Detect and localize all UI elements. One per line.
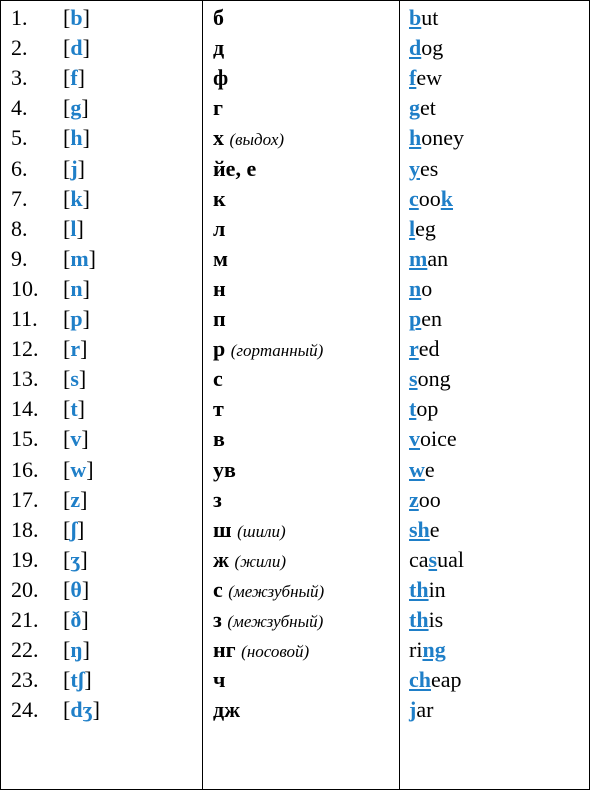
highlighted-letters: l: [409, 215, 416, 241]
ipa-row: [1, 304, 202, 334]
highlighted-letters: v: [409, 426, 420, 452]
ipa-glyph: v: [70, 426, 82, 452]
english-example: [409, 695, 433, 725]
highlighted-letters: d: [409, 35, 422, 61]
ipa-glyph: f: [70, 65, 78, 91]
russian-sound: [213, 63, 228, 93]
russian-sound: [213, 485, 222, 515]
ipa-glyph: z: [70, 486, 81, 512]
ipa-symbol: [ʃ]: [63, 516, 85, 542]
ipa-symbol: [n]: [63, 275, 90, 301]
russian-letters: ж: [213, 546, 229, 572]
ipa-symbol: [z]: [63, 486, 88, 512]
row-number: 11.: [11, 306, 38, 331]
russian-letters: к: [213, 185, 226, 211]
highlighted-letters: m: [409, 245, 428, 271]
row-number: 21.: [11, 607, 39, 632]
ipa-row: [1, 93, 202, 123]
ipa-glyph: h: [70, 125, 83, 151]
russian-sound: [213, 244, 228, 274]
highlighted-letters: j: [409, 697, 417, 723]
russian-letters: в: [213, 426, 225, 452]
ipa-row: [1, 575, 202, 605]
row-number: 23.: [11, 667, 39, 693]
english-example: [409, 605, 443, 635]
english-example: [409, 274, 432, 304]
english-example: [409, 184, 453, 214]
english-example: [409, 154, 438, 184]
ipa-symbol: [s]: [63, 366, 87, 392]
ipa-glyph: ʒ: [70, 546, 81, 572]
ipa-glyph: g: [70, 95, 82, 121]
highlighted-letters: b: [409, 5, 422, 30]
row-number: 24.: [11, 697, 39, 723]
word-part: ca: [409, 546, 429, 572]
ipa-glyph: j: [70, 155, 78, 181]
word-part: et: [420, 95, 436, 121]
russian-letters: ш: [213, 516, 232, 542]
russian-sound: [213, 184, 226, 214]
english-example: [409, 485, 441, 515]
russian-sound: [213, 424, 225, 454]
english-example: [409, 33, 443, 63]
ipa-glyph: d: [70, 35, 83, 61]
highlighted-letters: g: [409, 95, 420, 121]
ipa-symbol: [tʃ]: [63, 667, 92, 693]
russian-note: (выдох): [229, 130, 285, 150]
english-example: [409, 665, 462, 695]
english-example: [409, 635, 446, 665]
ipa-row: [1, 184, 202, 214]
word-part: op: [416, 396, 439, 422]
russian-sound: [213, 154, 256, 184]
english-example: [409, 424, 457, 454]
ipa-glyph: w: [70, 456, 87, 482]
ipa-symbol: [v]: [63, 426, 89, 452]
word-part: eg: [415, 215, 436, 241]
ipa-row: [1, 635, 202, 665]
ipa-symbol: [t]: [63, 396, 85, 422]
russian-letters: р: [213, 336, 226, 362]
word-part: oo: [418, 185, 441, 211]
row-number: 14.: [11, 396, 39, 422]
russian-letters: д: [213, 35, 225, 61]
row-number: 19.: [11, 546, 39, 572]
highlighted-letters: s: [428, 546, 438, 572]
row-number: 22.: [11, 637, 39, 663]
word-part: ri: [409, 637, 423, 663]
ipa-symbol: [j]: [63, 155, 85, 181]
highlighted-letters: w: [409, 456, 425, 482]
word-part: in: [428, 576, 446, 602]
ipa-glyph: b: [70, 5, 83, 30]
russian-sound: [213, 214, 225, 244]
russian-letters: с: [213, 576, 223, 602]
word-part: e: [424, 456, 435, 482]
russian-note: (гортанный): [230, 341, 324, 361]
ipa-glyph: dʒ: [70, 697, 93, 723]
ipa-row: [1, 214, 202, 244]
ipa-glyph: k: [70, 185, 83, 211]
ipa-symbol: [dʒ]: [63, 697, 100, 723]
ipa-row: [1, 3, 202, 33]
russian-letters: ув: [213, 456, 236, 482]
highlighted-letters: th: [409, 576, 429, 602]
word-part: o: [421, 275, 433, 301]
ipa-glyph: tʃ: [70, 667, 85, 693]
russian-letters: г: [213, 95, 223, 121]
russian-sound: [213, 123, 284, 153]
english-example: [409, 3, 438, 33]
ipa-symbol: [k]: [63, 185, 90, 211]
russian-letters: т: [213, 396, 224, 422]
ipa-glyph: n: [70, 275, 83, 301]
english-example: [409, 93, 436, 123]
ipa-row: [1, 394, 202, 424]
ipa-row: [1, 485, 202, 515]
ipa-glyph: m: [70, 245, 89, 271]
ipa-symbol: [g]: [63, 95, 89, 121]
row-number: 12.: [11, 336, 39, 362]
russian-letters: п: [213, 306, 226, 331]
russian-note: (жили): [234, 551, 287, 571]
ipa-glyph: r: [70, 336, 81, 362]
russian-letters: н: [213, 275, 226, 301]
russian-sound: [213, 545, 286, 575]
ipa-symbol: [ʒ]: [63, 546, 88, 572]
english-example: [409, 244, 448, 274]
ipa-glyph: ŋ: [70, 637, 83, 663]
english-example: [409, 123, 464, 153]
row-number: 18.: [11, 516, 39, 542]
ipa-symbol: [w]: [63, 456, 94, 482]
highlighted-letters: ch: [409, 667, 431, 693]
ipa-row: [1, 515, 202, 545]
ipa-row: [1, 695, 202, 725]
word-part: ong: [417, 366, 451, 392]
word-part: oney: [421, 125, 465, 151]
ipa-glyph: θ: [70, 576, 82, 602]
english-example: [409, 214, 436, 244]
ipa-glyph: ð: [70, 607, 82, 632]
row-number: 1.: [11, 5, 28, 30]
word-part: an: [427, 245, 449, 271]
highlighted-letters: p: [409, 306, 422, 331]
highlighted-letters: f: [409, 65, 417, 91]
word-part: e: [429, 516, 440, 542]
ipa-row: [1, 274, 202, 304]
russian-letters: л: [213, 215, 226, 241]
ipa-row: [1, 154, 202, 184]
row-number: 10.: [11, 275, 39, 301]
russian-column: [203, 1, 400, 789]
russian-sound: [213, 575, 324, 605]
word-part: es: [420, 155, 439, 181]
russian-sound: [213, 364, 223, 394]
russian-letters: х: [213, 125, 224, 151]
ipa-row: [1, 334, 202, 364]
ipa-glyph: t: [70, 396, 78, 422]
ipa-row: [1, 244, 202, 274]
english-example: [409, 334, 440, 364]
ipa-glyph: l: [70, 215, 77, 241]
highlighted-letters: th: [409, 607, 429, 632]
word-part: og: [421, 35, 444, 61]
highlighted-letters: z: [409, 486, 419, 512]
russian-letters: ч: [213, 667, 226, 693]
russian-sound: [213, 33, 224, 63]
russian-sound: [213, 394, 224, 424]
russian-letters: з: [213, 607, 222, 632]
highlighted-letters: s: [409, 366, 418, 392]
russian-sound: [213, 665, 225, 695]
word-part: oice: [420, 426, 457, 452]
row-number: 15.: [11, 426, 39, 452]
row-number: 17.: [11, 486, 39, 512]
row-number: 8.: [11, 215, 28, 241]
ipa-row: [1, 665, 202, 695]
ipa-symbol: [d]: [63, 35, 90, 61]
row-number: 3.: [11, 65, 28, 91]
word-part: oo: [418, 486, 441, 512]
row-number: 9.: [11, 245, 28, 271]
ipa-row: [1, 364, 202, 394]
ipa-glyph: ʃ: [70, 516, 77, 542]
ipa-symbol: [ŋ]: [63, 637, 90, 663]
russian-sound: [213, 334, 323, 364]
row-number: 13.: [11, 366, 39, 392]
russian-sound: [213, 455, 236, 485]
english-example: [409, 364, 451, 394]
highlighted-letters: h: [409, 125, 422, 151]
row-number: 6.: [11, 155, 28, 181]
ipa-column: [1, 1, 203, 789]
english-column: [400, 1, 590, 789]
russian-letters: м: [213, 245, 228, 271]
russian-sound: [213, 93, 223, 123]
russian-note: (шили): [237, 521, 286, 541]
russian-letters: з: [213, 486, 222, 512]
english-example: [409, 304, 442, 334]
english-example: [409, 575, 446, 605]
ipa-symbol: [p]: [63, 306, 90, 331]
russian-letters: б: [213, 5, 224, 30]
word-part: ed: [418, 336, 440, 362]
word-part: is: [428, 607, 444, 632]
russian-sound: [213, 304, 226, 334]
russian-sound: [213, 605, 323, 635]
russian-letters: ф: [213, 65, 229, 91]
ipa-symbol: [b]: [63, 5, 90, 30]
ipa-glyph: p: [70, 306, 83, 331]
russian-letters: нг: [213, 637, 236, 663]
row-number: 5.: [11, 125, 28, 151]
ipa-symbol: [r]: [63, 336, 88, 362]
ipa-row: [1, 123, 202, 153]
highlighted-letters: y: [409, 155, 420, 181]
row-number: 20.: [11, 576, 39, 602]
highlighted-letters: r: [409, 336, 419, 362]
row-number: 16.: [11, 456, 39, 482]
russian-letters: йе, е: [213, 155, 257, 181]
highlighted-letters: t: [409, 396, 417, 422]
highlighted-letters: n: [409, 275, 422, 301]
russian-sound: [213, 695, 240, 725]
russian-note: (межзубный): [227, 612, 324, 631]
ipa-row: [1, 33, 202, 63]
ipa-row: [1, 605, 202, 635]
ipa-glyph: s: [70, 366, 79, 392]
russian-note: (межзубный): [228, 581, 325, 601]
russian-sound: [213, 3, 224, 33]
ipa-symbol: [m]: [63, 245, 96, 271]
english-example: [409, 545, 464, 575]
highlighted-letters: sh: [409, 516, 430, 542]
english-example: [409, 515, 440, 545]
highlighted-letters: c: [409, 185, 419, 211]
english-example: [409, 394, 438, 424]
word-part: ut: [421, 5, 439, 30]
ipa-row: [1, 424, 202, 454]
russian-sound: [213, 274, 226, 304]
row-number: 7.: [11, 185, 28, 211]
word-part: ual: [437, 546, 464, 572]
english-example: [409, 63, 442, 93]
russian-note: (носовой): [241, 642, 310, 662]
ipa-symbol: [h]: [63, 125, 90, 151]
ipa-symbol: [l]: [63, 215, 84, 241]
word-part: ar: [416, 697, 434, 723]
russian-sound: [213, 515, 286, 545]
word-part: ew: [416, 65, 442, 91]
row-number: 2.: [11, 35, 28, 61]
russian-letters: с: [213, 366, 223, 392]
ipa-row: [1, 455, 202, 485]
highlighted-letters: ng: [422, 637, 446, 663]
ipa-row: [1, 63, 202, 93]
russian-letters: дж: [213, 697, 241, 723]
ipa-symbol: [ð]: [63, 607, 89, 632]
ipa-row: [1, 545, 202, 575]
english-example: [409, 455, 435, 485]
russian-sound: [213, 635, 309, 665]
ipa-symbol: [θ]: [63, 576, 90, 602]
ipa-symbol: [f]: [63, 65, 85, 91]
highlighted-letters: k: [440, 185, 454, 211]
row-number: 4.: [11, 95, 28, 121]
word-part: en: [421, 306, 443, 331]
word-part: eap: [431, 667, 462, 693]
